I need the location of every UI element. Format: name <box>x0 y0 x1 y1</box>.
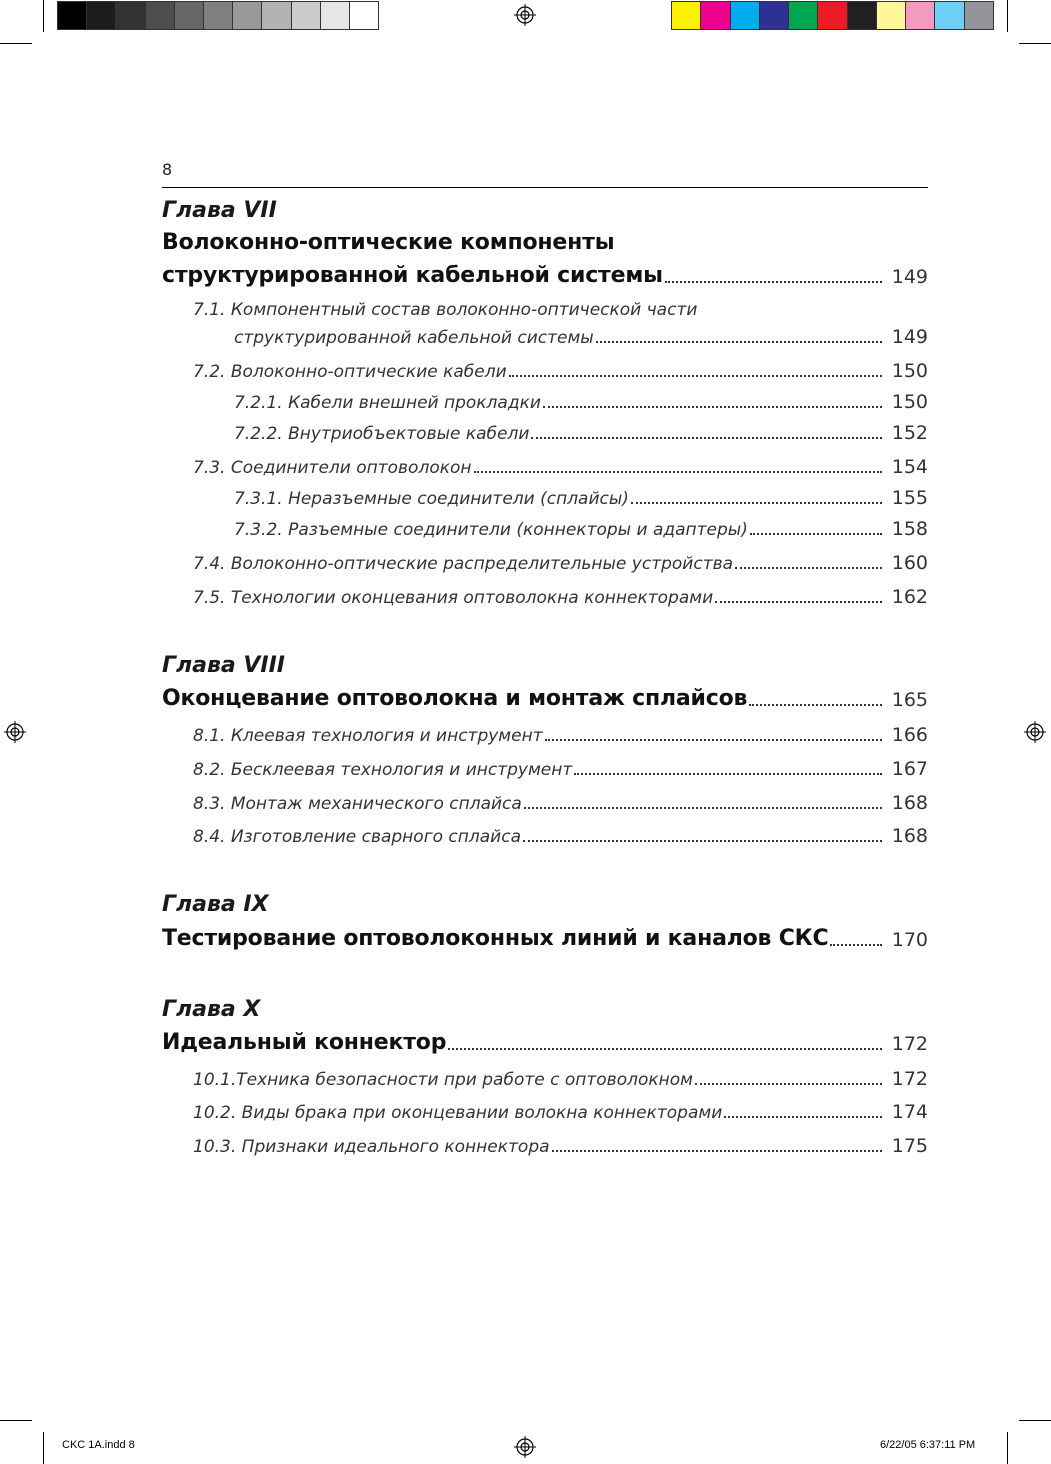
toc-entry[interactable] <box>193 1060 928 1090</box>
crop-mark <box>1019 1420 1051 1421</box>
color-swatch <box>175 2 204 29</box>
crop-mark <box>1007 1432 1008 1464</box>
dot-leader <box>545 738 882 741</box>
dot-leader <box>531 436 882 439</box>
color-swatch <box>350 2 378 29</box>
toc-entry[interactable] <box>234 510 928 540</box>
page-ref: 175 <box>891 1135 928 1157</box>
slug-datetime: 6/22/05 6:37:11 PM <box>880 1439 976 1451</box>
entry-title: 8.4. Изготовление сварного сплайса <box>193 827 521 847</box>
chapter-label: Глава VII <box>162 198 277 223</box>
color-swatch <box>731 2 760 29</box>
page-ref: 172 <box>891 1033 928 1055</box>
entry-title: 10.3. Признаки идеального коннектора <box>193 1137 550 1157</box>
chapter-title-line1: Волоконно-оптические компоненты <box>162 230 615 255</box>
grayscale-color-bar <box>57 1 379 30</box>
color-swatch <box>204 2 233 29</box>
dot-leader <box>524 806 882 809</box>
dot-leader <box>724 1115 882 1118</box>
dot-leader <box>750 532 882 535</box>
page-ref: 150 <box>891 391 928 413</box>
entry-title: 7.3.1. Неразъемные соединители (сплайсы) <box>234 489 629 509</box>
registration-mark-icon <box>1024 721 1046 743</box>
toc-entry[interactable] <box>193 578 928 608</box>
color-swatch <box>789 2 818 29</box>
color-swatch <box>87 2 116 29</box>
dot-leader <box>523 839 882 842</box>
toc-entry[interactable] <box>193 716 928 746</box>
toc-entry[interactable] <box>193 448 928 478</box>
page-ref: 165 <box>891 689 928 711</box>
color-swatch <box>262 2 291 29</box>
color-swatch <box>116 2 145 29</box>
page-ref: 174 <box>891 1101 928 1123</box>
dot-leader <box>543 405 882 408</box>
color-swatch <box>906 2 935 29</box>
color-swatch <box>935 2 964 29</box>
header-rule <box>162 187 928 188</box>
dot-leader <box>448 1047 882 1050</box>
registration-mark-icon <box>514 4 536 26</box>
crop-mark <box>0 1420 32 1421</box>
color-swatch <box>877 2 906 29</box>
toc-chapter-entry[interactable] <box>162 921 928 951</box>
toc-entry[interactable] <box>193 817 928 847</box>
page-ref: 168 <box>891 792 928 814</box>
page-ref: 155 <box>891 487 928 509</box>
toc-entry[interactable] <box>193 1093 928 1123</box>
entry-title: 7.2. Волоконно-оптические кабели <box>193 362 507 382</box>
page-ref: 149 <box>891 266 928 288</box>
crop-mark <box>0 43 32 44</box>
dot-leader <box>474 470 882 473</box>
entry-title: 10.1.Техника безопасности при работе с оптоволокном <box>193 1070 693 1090</box>
dot-leader <box>596 340 882 343</box>
page-ref: 160 <box>891 552 928 574</box>
toc-entry[interactable] <box>234 414 928 444</box>
crop-mark <box>43 0 44 32</box>
page-ref: 167 <box>891 758 928 780</box>
page-ref: 172 <box>891 1068 928 1090</box>
chapter-title: структурированной кабельной системы <box>162 263 663 288</box>
toc-entry[interactable] <box>193 1127 928 1157</box>
toc-chapter-entry[interactable] <box>162 1025 928 1055</box>
toc-entry[interactable] <box>193 544 928 574</box>
dot-leader <box>665 280 882 283</box>
entry-title: 7.2.1. Кабели внешней прокладки <box>234 393 541 413</box>
color-swatch <box>818 2 847 29</box>
color-swatch <box>672 2 701 29</box>
color-swatch <box>292 2 321 29</box>
crop-mark <box>43 1432 44 1464</box>
toc-entry[interactable] <box>234 318 928 348</box>
entry-title: 7.3. Соединители оптоволокон <box>193 458 472 478</box>
entry-title: 8.3. Монтаж механического сплайса <box>193 794 522 814</box>
process-color-bar <box>671 1 994 30</box>
toc-chapter-entry[interactable] <box>162 681 928 711</box>
crop-mark <box>1019 43 1051 44</box>
toc-entry[interactable] <box>193 352 928 382</box>
color-swatch <box>58 2 87 29</box>
toc-entry[interactable] <box>234 479 928 509</box>
slug-filename: CKC 1A.indd 8 <box>62 1439 135 1451</box>
dot-leader <box>695 1082 882 1085</box>
color-swatch <box>146 2 175 29</box>
color-swatch <box>321 2 350 29</box>
toc-entry[interactable] <box>193 784 928 814</box>
entry-title: 8.1. Клеевая технология и инструмент <box>193 726 543 746</box>
color-swatch <box>760 2 789 29</box>
chapter-label: Глава VIII <box>162 653 285 678</box>
dot-leader <box>749 703 882 706</box>
toc-chapter-entry[interactable] <box>162 258 928 288</box>
dot-leader <box>509 374 882 377</box>
dot-leader <box>574 772 882 775</box>
entry-title: 7.5. Технологии оконцевания оптоволокна коннекторами <box>193 588 714 608</box>
chapter-title: Идеальный коннектор <box>162 1030 447 1055</box>
color-swatch <box>965 2 993 29</box>
color-swatch <box>701 2 730 29</box>
dot-leader <box>735 566 882 569</box>
entry-title: 10.2. Виды брака при оконцевании волокна коннекторами <box>193 1103 723 1123</box>
page-ref: 168 <box>891 825 928 847</box>
chapter-label: Глава X <box>162 997 261 1022</box>
page-ref: 162 <box>891 586 928 608</box>
entry-title: 7.3.2. Разъемные соединители (коннекторы и адаптеры) <box>234 520 748 540</box>
page-number: 8 <box>162 160 173 179</box>
registration-mark-icon <box>514 1436 536 1458</box>
dot-leader <box>830 943 882 946</box>
dot-leader <box>715 600 882 603</box>
chapter-label: Глава IX <box>162 892 269 917</box>
page-ref: 158 <box>891 518 928 540</box>
toc-entry[interactable] <box>234 383 928 413</box>
page-ref: 152 <box>891 422 928 444</box>
entry-title: структурированной кабельной системы <box>234 328 594 348</box>
registration-mark-icon <box>4 721 26 743</box>
page-ref: 149 <box>891 326 928 348</box>
dot-leader <box>631 501 882 504</box>
page-ref: 170 <box>891 929 928 951</box>
page-ref: 166 <box>891 724 928 746</box>
toc-entry[interactable] <box>193 750 928 780</box>
dot-leader <box>552 1149 882 1152</box>
chapter-title: Оконцевание оптоволокна и монтаж сплайсов <box>162 686 748 711</box>
entry-title: 8.2. Бесклеевая технология и инструмент <box>193 760 573 780</box>
crop-mark <box>1007 0 1008 32</box>
entry-title: 7.2.2. Внутриобъектовые кабели <box>234 424 530 444</box>
color-swatch <box>848 2 877 29</box>
toc-entry-line1: 7.1. Компонентный состав волоконно-оптической части <box>193 300 698 320</box>
entry-title: 7.4. Волоконно-оптические распределительные устройства <box>193 554 734 574</box>
page-ref: 150 <box>891 360 928 382</box>
color-swatch <box>233 2 262 29</box>
page-ref: 154 <box>891 456 928 478</box>
chapter-title: Тестирование оптоволоконных линий и каналов СКС <box>162 926 829 951</box>
